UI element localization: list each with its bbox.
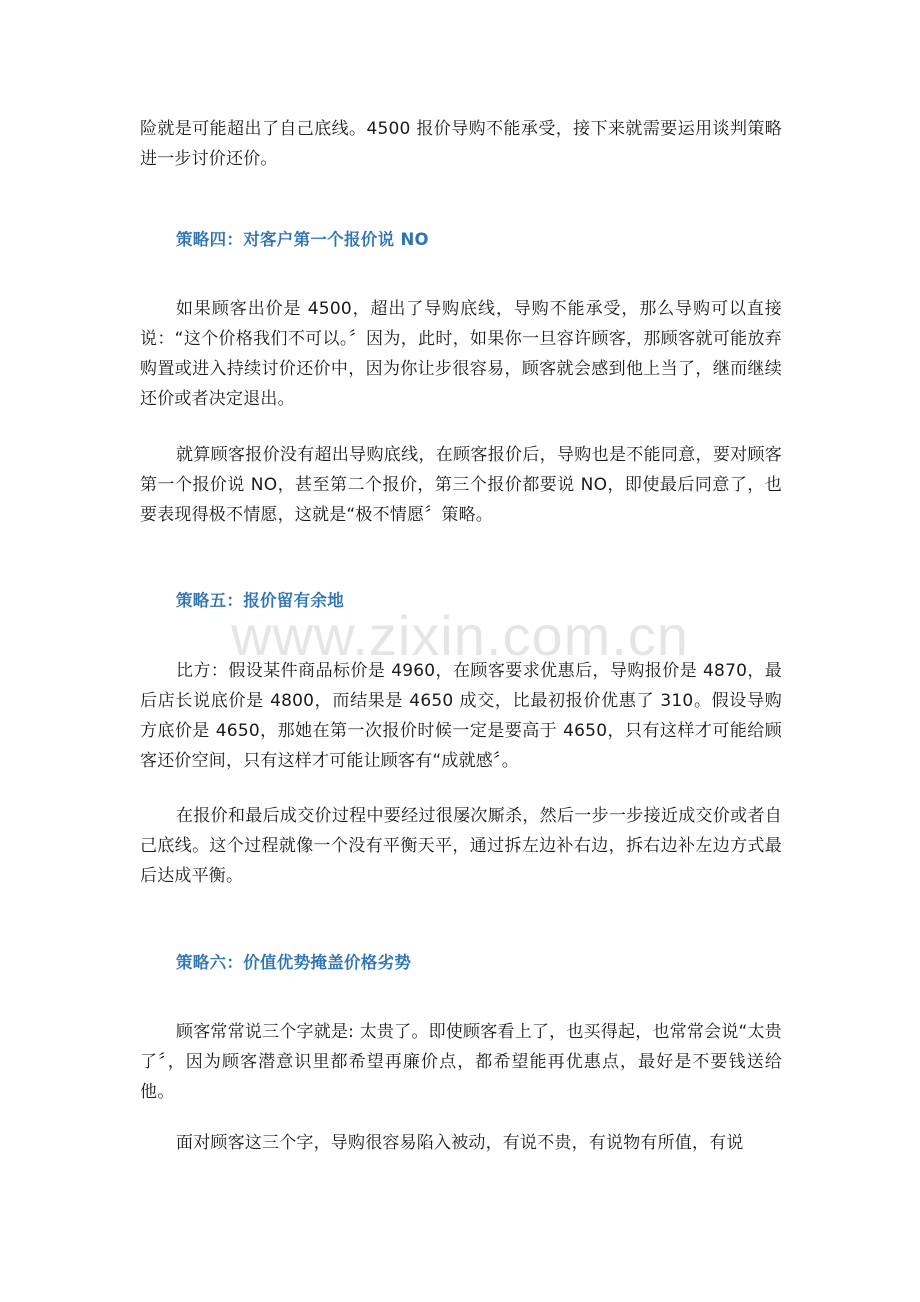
heading-strategy-6: 策略六：价值优势掩盖价格劣势 (176, 953, 412, 972)
paragraph-strategy-6-b: 面对顾客这三个字，导购很容易陷入被动，有说不贵，有说物有所值，有说 (176, 1133, 744, 1153)
paragraph-strategy-4-a: 如果顾客出价是 4500，超出了导购底线，导购不能承受，那么导购可以直接说：“这个价格我们不可以。〞因为，此时，如果你一旦容许顾客，那顾客就可能放弃购置或进入持续讨价还价中，因为你让步很容易，顾客就会感到他上当了，继而继续还价或者决定退出。 (140, 299, 782, 409)
heading-strategy-5: 策略五：报价留有余地 (176, 591, 344, 610)
paragraph-strategy-4-b: 就算顾客报价没有超出导购底线，在顾客报价后，导购也是不能同意，要对顾客第一个报价说 NO，甚至第二个报价，第三个报价都要说 NO，即使最后同意了，也要表现得极不情愿，这就是“极不情愿〞策略。 (140, 445, 782, 525)
watermark: www.zixin.com.cn (231, 604, 689, 667)
paragraph-strategy-6-a: 顾客常常说三个字就是: 太贵了。即使顾客看上了，也买得起，也常常会说“太贵了〞，因为顾客潜意识里都希望再廉价点，都希望能再优惠点，最好是不要钱送给他。 (140, 1022, 782, 1102)
paragraph-strategy-5-a: 比方：假设某件商品标价是 4960，在顾客要求优惠后，导购报价是 4870，最后店长说底价是 4800，而结果是 4650 成交，比最初报价优惠了 310。假设导购方底价是 4650，那她在第一次报价时候一定是要高于 4650，只有这样才可能给顾客还价空间，只有这样才可能让顾客有“成就感〞。 (140, 661, 782, 771)
heading-strategy-4: 策略四：对客户第一个报价说 NO (176, 230, 429, 249)
paragraph-intro: 险就是可能超出了自己底线。4500 报价导购不能承受，接下来就需要运用谈判策略进一步讨价还价。 (140, 119, 782, 169)
paragraph-strategy-5-b: 在报价和最后成交价过程中要经过很屡次厮杀，然后一步一步接近成交价或者自己底线。这个过程就像一个没有平衡天平，通过拆左边补右边，拆右边补左边方式最后达成平衡。 (140, 806, 782, 886)
